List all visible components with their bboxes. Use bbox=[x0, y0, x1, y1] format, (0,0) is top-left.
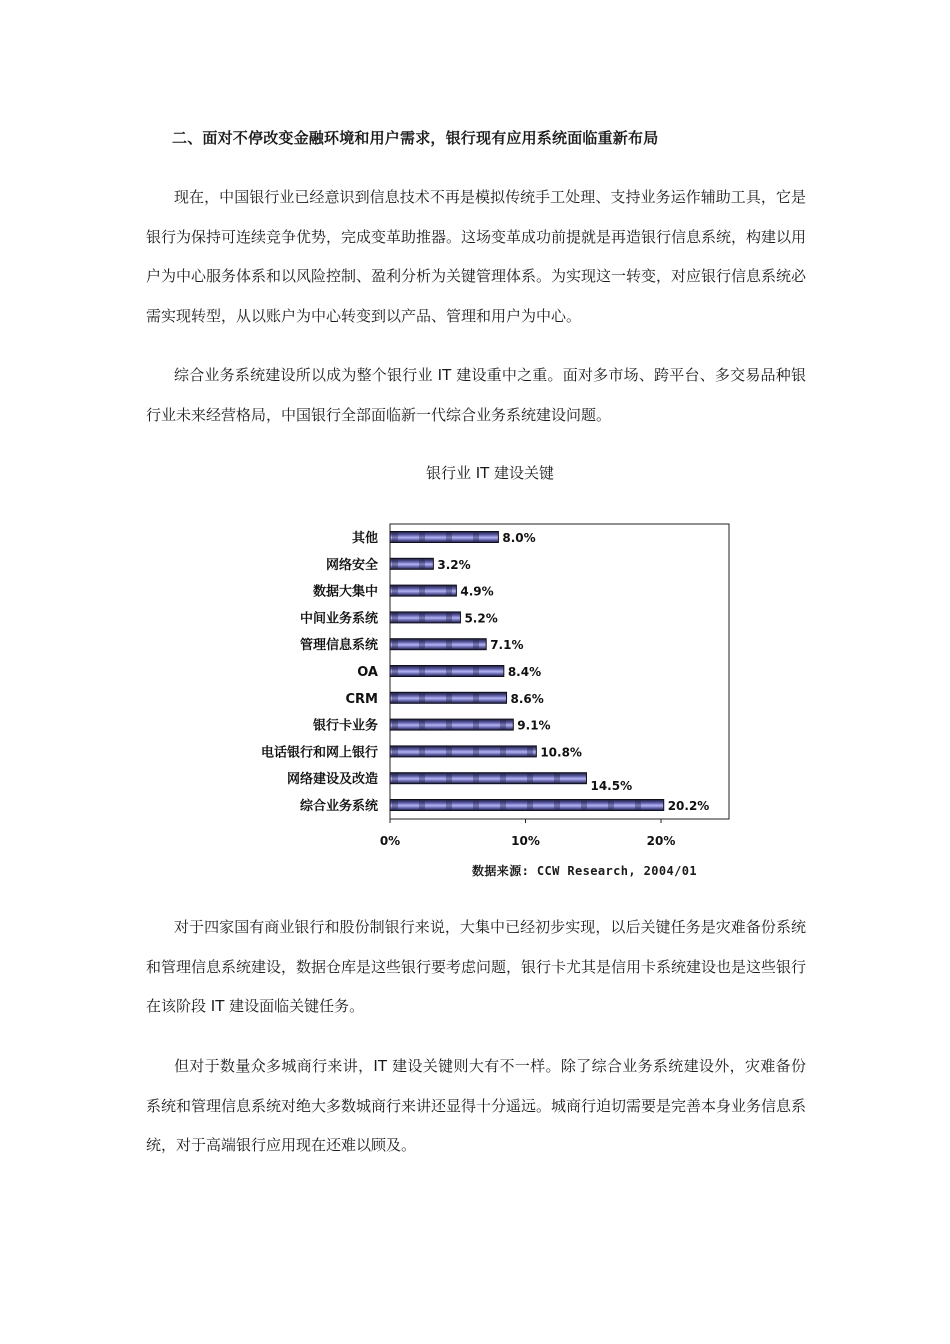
paragraph-4: 但对于数量众多城商行来讲，IT 建设关键则大有不一样。除了综合业务系统建设外，灾难备份系统和管理信息系统对绝大多数城商行来讲还显得十分遥远。城商行迫切需要是完善本身业务信息系统，对于高端银行应用现在还难以顾及。 bbox=[146, 1057, 807, 1154]
bar bbox=[390, 639, 486, 650]
figure-title: 银行业 IT 建设关键 bbox=[425, 464, 555, 482]
bar-texture bbox=[581, 801, 587, 810]
bar-texture bbox=[392, 774, 398, 783]
bar-texture bbox=[392, 667, 398, 676]
bar-texture bbox=[527, 747, 533, 756]
bar-texture bbox=[392, 640, 398, 649]
bar-texture bbox=[392, 693, 398, 702]
bar-texture bbox=[554, 801, 560, 810]
category-label: OA bbox=[357, 665, 378, 680]
bar-texture bbox=[446, 801, 452, 810]
bar bbox=[390, 746, 536, 757]
value-label: 8.0% bbox=[502, 531, 536, 545]
bar-texture bbox=[446, 747, 452, 756]
category-label: 电话银行和网上银行 bbox=[260, 745, 378, 761]
bar bbox=[390, 800, 664, 811]
bar-texture bbox=[554, 774, 560, 783]
section-heading: 二、面对不停改变金融环境和用户需求，银行现有应用系统面临重新布局 bbox=[172, 129, 659, 147]
bar-texture bbox=[500, 774, 506, 783]
category-label: 管理信息系统 bbox=[299, 638, 378, 654]
bar-texture bbox=[419, 586, 425, 595]
paragraph-2: 综合业务系统建设所以成为整个银行业 IT 建设重中之重。面对多市场、跨平台、多交易品种银行业未来经营格局，中国银行全部面临新一代综合业务系统建设问题。 bbox=[146, 366, 806, 424]
value-label: 20.2% bbox=[667, 799, 710, 813]
bar-texture bbox=[392, 801, 398, 810]
paragraph-3: 对于四家国有商业银行和股份制银行来说，大集中已经初步实现，以后关键任务是灾难备份系统和管理信息系统建设，数据仓库是这些银行要考虑问题，银行卡尤其是信用卡系统建设也是这些银行在该阶段 IT 建设面临关键任务。 bbox=[146, 918, 807, 1015]
value-label: 4.9% bbox=[460, 584, 494, 599]
value-label: 14.5% bbox=[590, 779, 633, 794]
category-label: 网络建设及改造 bbox=[286, 772, 378, 788]
value-label: 7.1% bbox=[490, 638, 524, 653]
bar-texture bbox=[392, 586, 398, 595]
bar-texture bbox=[419, 747, 425, 756]
value-label: 5.2% bbox=[464, 611, 498, 626]
category-label: 银行卡业务 bbox=[312, 718, 378, 734]
bar-texture bbox=[635, 801, 641, 810]
bar-texture bbox=[446, 667, 452, 676]
bar-texture bbox=[608, 801, 614, 810]
value-label: 9.1% bbox=[517, 718, 551, 733]
bar-texture bbox=[527, 801, 533, 810]
bar-texture bbox=[527, 774, 533, 783]
bar-texture bbox=[419, 559, 425, 568]
category-label: 其他 bbox=[351, 531, 378, 546]
value-label: 8.4% bbox=[507, 665, 542, 679]
bar-texture bbox=[446, 533, 452, 542]
bar-texture bbox=[419, 801, 425, 810]
category-label: 数据大集中 bbox=[312, 584, 378, 600]
value-label: 3.2% bbox=[437, 557, 471, 572]
bar-texture bbox=[419, 720, 425, 729]
bar-texture bbox=[473, 747, 479, 756]
category-label: 中间业务系统 bbox=[299, 611, 378, 627]
x-tick-label: 10% bbox=[511, 834, 540, 848]
bar-texture bbox=[473, 640, 479, 649]
chart-source: 数据来源: CCW Research, 2004/01 bbox=[472, 864, 697, 878]
value-label: 8.6% bbox=[510, 691, 544, 706]
bar-texture bbox=[392, 533, 398, 542]
bar-texture bbox=[473, 774, 479, 783]
category-label: CRM bbox=[345, 691, 378, 707]
bar-texture bbox=[500, 720, 506, 729]
bar-texture bbox=[473, 533, 479, 542]
bar-texture bbox=[419, 667, 425, 676]
bar-texture bbox=[392, 559, 398, 568]
bar-texture bbox=[446, 640, 452, 649]
bar-texture bbox=[500, 747, 506, 756]
bar-texture bbox=[392, 613, 398, 622]
bar-texture bbox=[473, 720, 479, 729]
bar-texture bbox=[392, 720, 398, 729]
bar-texture bbox=[500, 801, 506, 810]
bar-texture bbox=[446, 693, 452, 702]
value-label: 10.8% bbox=[540, 745, 582, 760]
category-label: 综合业务系统 bbox=[299, 799, 378, 814]
bar-texture bbox=[473, 801, 479, 810]
x-tick-label: 0% bbox=[379, 834, 401, 848]
bar-texture bbox=[392, 747, 398, 756]
category-label: 网络安全 bbox=[325, 557, 378, 573]
bar-texture bbox=[419, 533, 425, 542]
bar-texture bbox=[446, 613, 452, 622]
bar-texture bbox=[419, 774, 425, 783]
x-tick-label: 20% bbox=[646, 834, 676, 848]
bar-texture bbox=[419, 693, 425, 702]
bar-texture bbox=[446, 774, 452, 783]
bar-texture bbox=[473, 693, 479, 702]
bar-texture bbox=[446, 586, 452, 595]
bar bbox=[390, 532, 498, 543]
bar-texture bbox=[473, 667, 479, 676]
bar-texture bbox=[419, 613, 425, 622]
bar-texture bbox=[419, 640, 425, 649]
bar-texture bbox=[446, 720, 452, 729]
paragraph-1: 现在，中国银行业已经意识到信息技术不再是模拟传统手工处理、支持业务运作辅助工具，它是银行为保持可连续竞争优势，完成变革助推器。这场变革成功前提就是再造银行信息系统，构建以用户为中心服务体系和以风险控制、盈利分析为关键管理体系。为实现这一转变，对应银行信息系统必需实现转型，从以账户为中心转变到以产品、管理和用户为中心。 bbox=[146, 188, 807, 325]
